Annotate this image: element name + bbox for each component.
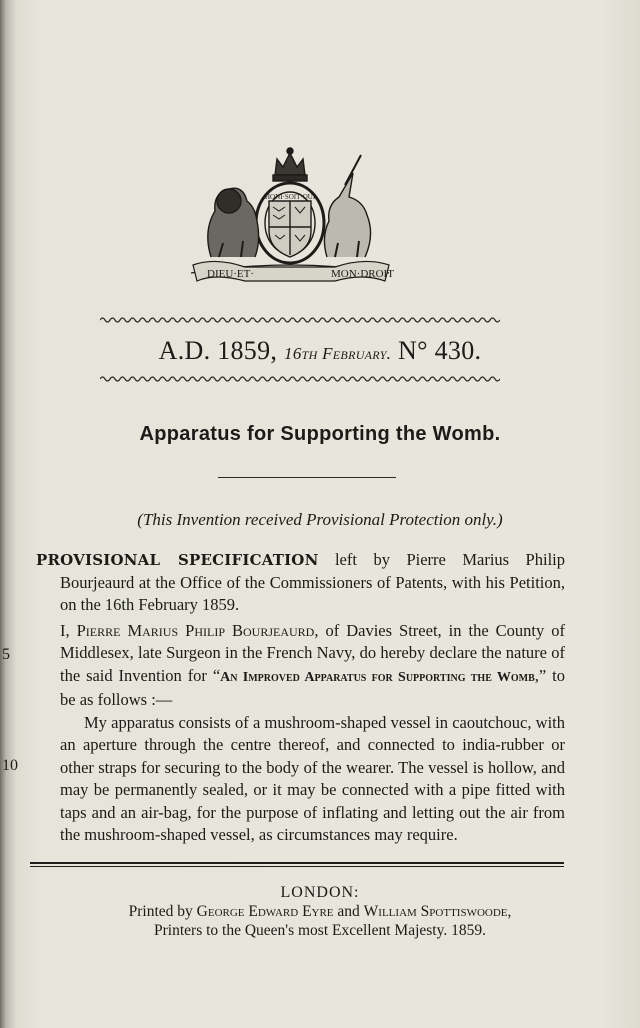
declaration-end: ,” to be as follows :— bbox=[60, 665, 565, 709]
wavy-rule-top bbox=[100, 315, 500, 325]
short-divider bbox=[218, 477, 396, 478]
protection-note: (This Invention received Provisional Protection only.) bbox=[137, 510, 503, 529]
patent-heading bbox=[0, 336, 640, 366]
double-rule-lower bbox=[30, 866, 564, 867]
declaration-opening: I, bbox=[60, 620, 77, 640]
declaration-middle: , of Davies Street, in the County of Middlesex, late Surgeon in the French Navy, do hereby declare the nature of the said Invention for “ bbox=[60, 620, 565, 685]
heading-date: 16th February. bbox=[284, 344, 392, 363]
imprint-printed-by: Printed by bbox=[128, 903, 197, 920]
description-text: My apparatus consists of a mushroom-shaped vessel in caoutchouc, with an aperture through the centre thereof, and connected to india-rubber or other straps for securing to the body of the wearer. The vessel is hollow, and may be permanently sealed, or it may be connected with a pipe fitted with taps and an air-bag, for the purpose of inflating and letting out the air from the mushroom-shaped vessel, as circumstances may require. bbox=[60, 712, 565, 844]
imprint-printer-2: William Spottiswoode, bbox=[363, 903, 512, 920]
imprint-printer-1: George Edward Eyre bbox=[196, 903, 334, 920]
line-number-5: 5 bbox=[2, 646, 10, 663]
heading-number: N° 430. bbox=[398, 336, 482, 365]
wavy-rule-bottom bbox=[100, 374, 500, 384]
crest-garter-text: HONI·SOIT·QUI bbox=[265, 193, 316, 201]
paragraph-declaration bbox=[36, 620, 565, 712]
imprint-city: LONDON: bbox=[280, 884, 360, 901]
specification-text bbox=[36, 549, 565, 847]
specification-para1-text: left by Pierre Marius Philip Bourjeaurd at the Office of the Commissioners of Patents, with his Petition, on the 16th February 1859. bbox=[60, 550, 565, 614]
heading-year: A.D. 1859, bbox=[158, 336, 278, 365]
paragraph-description bbox=[36, 712, 565, 847]
crest-motto-right: MON·DROIT bbox=[331, 268, 394, 280]
imprint-and: and bbox=[333, 903, 364, 920]
paragraph-provisional-specification bbox=[36, 549, 565, 617]
imprint-line-2: Printers to the Queen's most Excellent Majesty. 1859. bbox=[154, 922, 486, 939]
inventor-name: Pierre Marius Philip Bourjeaurd bbox=[76, 620, 315, 640]
royal-coat-of-arms-emblem bbox=[185, 145, 395, 285]
imprint-line-1 bbox=[0, 902, 640, 921]
printer-imprint bbox=[0, 883, 640, 940]
crest-motto-left: DIEU·ET· bbox=[207, 268, 255, 280]
invention-name: An Improved Apparatus for Supporting the Womb bbox=[220, 669, 535, 685]
line-number-10: 10 bbox=[2, 757, 18, 774]
double-rule-upper bbox=[30, 862, 564, 864]
specification-lead: PROVISIONAL SPECIFICATION bbox=[36, 551, 319, 569]
invention-title: Apparatus for Supporting the Womb. bbox=[139, 423, 501, 445]
